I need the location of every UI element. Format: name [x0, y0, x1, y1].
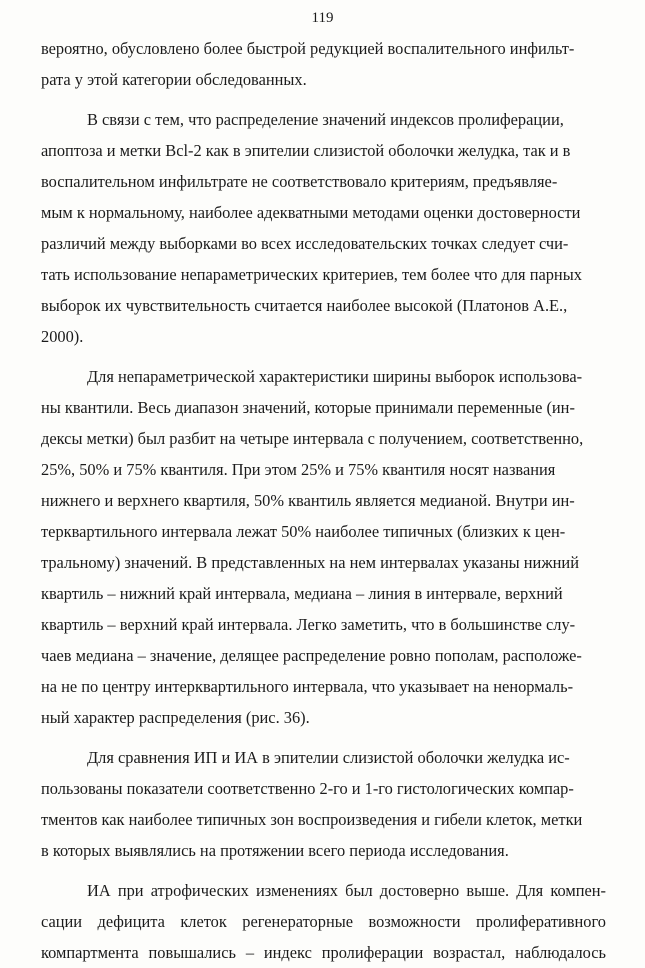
- text-line: терквартильного интервала лежат 50% наиболее типичных (близких к цен-: [41, 522, 566, 541]
- text-line: вероятно, обусловлено более быстрой редукцией воспалительного инфильт-: [41, 39, 575, 58]
- text-line: Для непараметрической характеристики ширины выборок использова-: [87, 367, 583, 386]
- text-line: в которых выявлялись на протяжении всего периода исследования.: [41, 841, 509, 860]
- text-line: ИА при атрофических изменениях был достоверно выше. Для компен-: [87, 881, 606, 900]
- text-line: тментов как наиболее типичных зон воспроизведения и гибели клеток, метки: [41, 810, 583, 829]
- text-line: воспалительном инфильтрате не соответствовало критериям, предъявляе-: [41, 172, 558, 191]
- document-body: [41, 33, 606, 968]
- paragraph: [41, 104, 606, 352]
- text-line: квартиль – верхний край интервала. Легко заметить, что в большинстве слу-: [41, 615, 576, 634]
- text-line: квартиль – нижний край интервала, медиана – линия в интервале, верхний: [41, 584, 563, 603]
- text-line: дексы метки) был разбит на четыре интервала с получением, соответственно,: [41, 429, 584, 448]
- text-line: рата у этой категории обследованных.: [41, 70, 307, 89]
- text-line: В связи с тем, что распределение значений индексов пролиферации,: [87, 110, 564, 129]
- text-line: мым к нормальному, наиболее адекватными методами оценки достоверности: [41, 203, 581, 222]
- text-line: 2000).: [41, 327, 84, 346]
- text-line: 25%, 50% и 75% квантиля. При этом 25% и 75% квантиля носят названия: [41, 460, 556, 479]
- text-line: пользованы показатели соответственно 2-го и 1-го гистологических компар-: [41, 779, 574, 798]
- text-line: различий между выборками во всех исследовательских точках следует счи-: [41, 234, 569, 253]
- paragraph: [41, 361, 606, 733]
- text-line: чаев медиана – значение, делящее распределение ровно пополам, расположе-: [41, 646, 582, 665]
- text-line: нижнего и верхнего квартиля, 50% квантиль является медианой. Внутри ин-: [41, 491, 575, 510]
- text-line: ный характер распределения (рис. 36).: [41, 708, 310, 727]
- page-number: 119: [311, 10, 334, 26]
- text-line: выборок их чувствительность считается наиболее высокой (Платонов А.Е.,: [41, 296, 568, 315]
- paragraph: [41, 742, 606, 866]
- paragraph: [41, 33, 606, 95]
- text-line: ны квантили. Весь диапазон значений, которые принимали переменные (ин-: [41, 398, 575, 417]
- text-line: апоптоза и метки Bcl-2 как в эпителии слизистой оболочки желудка, так и в: [41, 141, 571, 160]
- text-line: сации дефицита клеток регенераторные возможности пролиферативного: [41, 912, 606, 931]
- text-line: тральному) значений. В представленных на нем интервалах указаны нижний: [41, 553, 579, 572]
- text-line: на не по центру интерквартильного интервала, что указывает на ненормаль-: [41, 677, 574, 696]
- paragraph: [41, 875, 606, 968]
- text-line: тать использование непараметрических критериев, тем более что для парных: [41, 265, 582, 284]
- text-line: Для сравнения ИП и ИА в эпителии слизистой оболочки желудка ис-: [87, 748, 570, 767]
- text-line: компартмента повышались – индекс пролиферации возрастал, наблюдалось: [41, 943, 606, 962]
